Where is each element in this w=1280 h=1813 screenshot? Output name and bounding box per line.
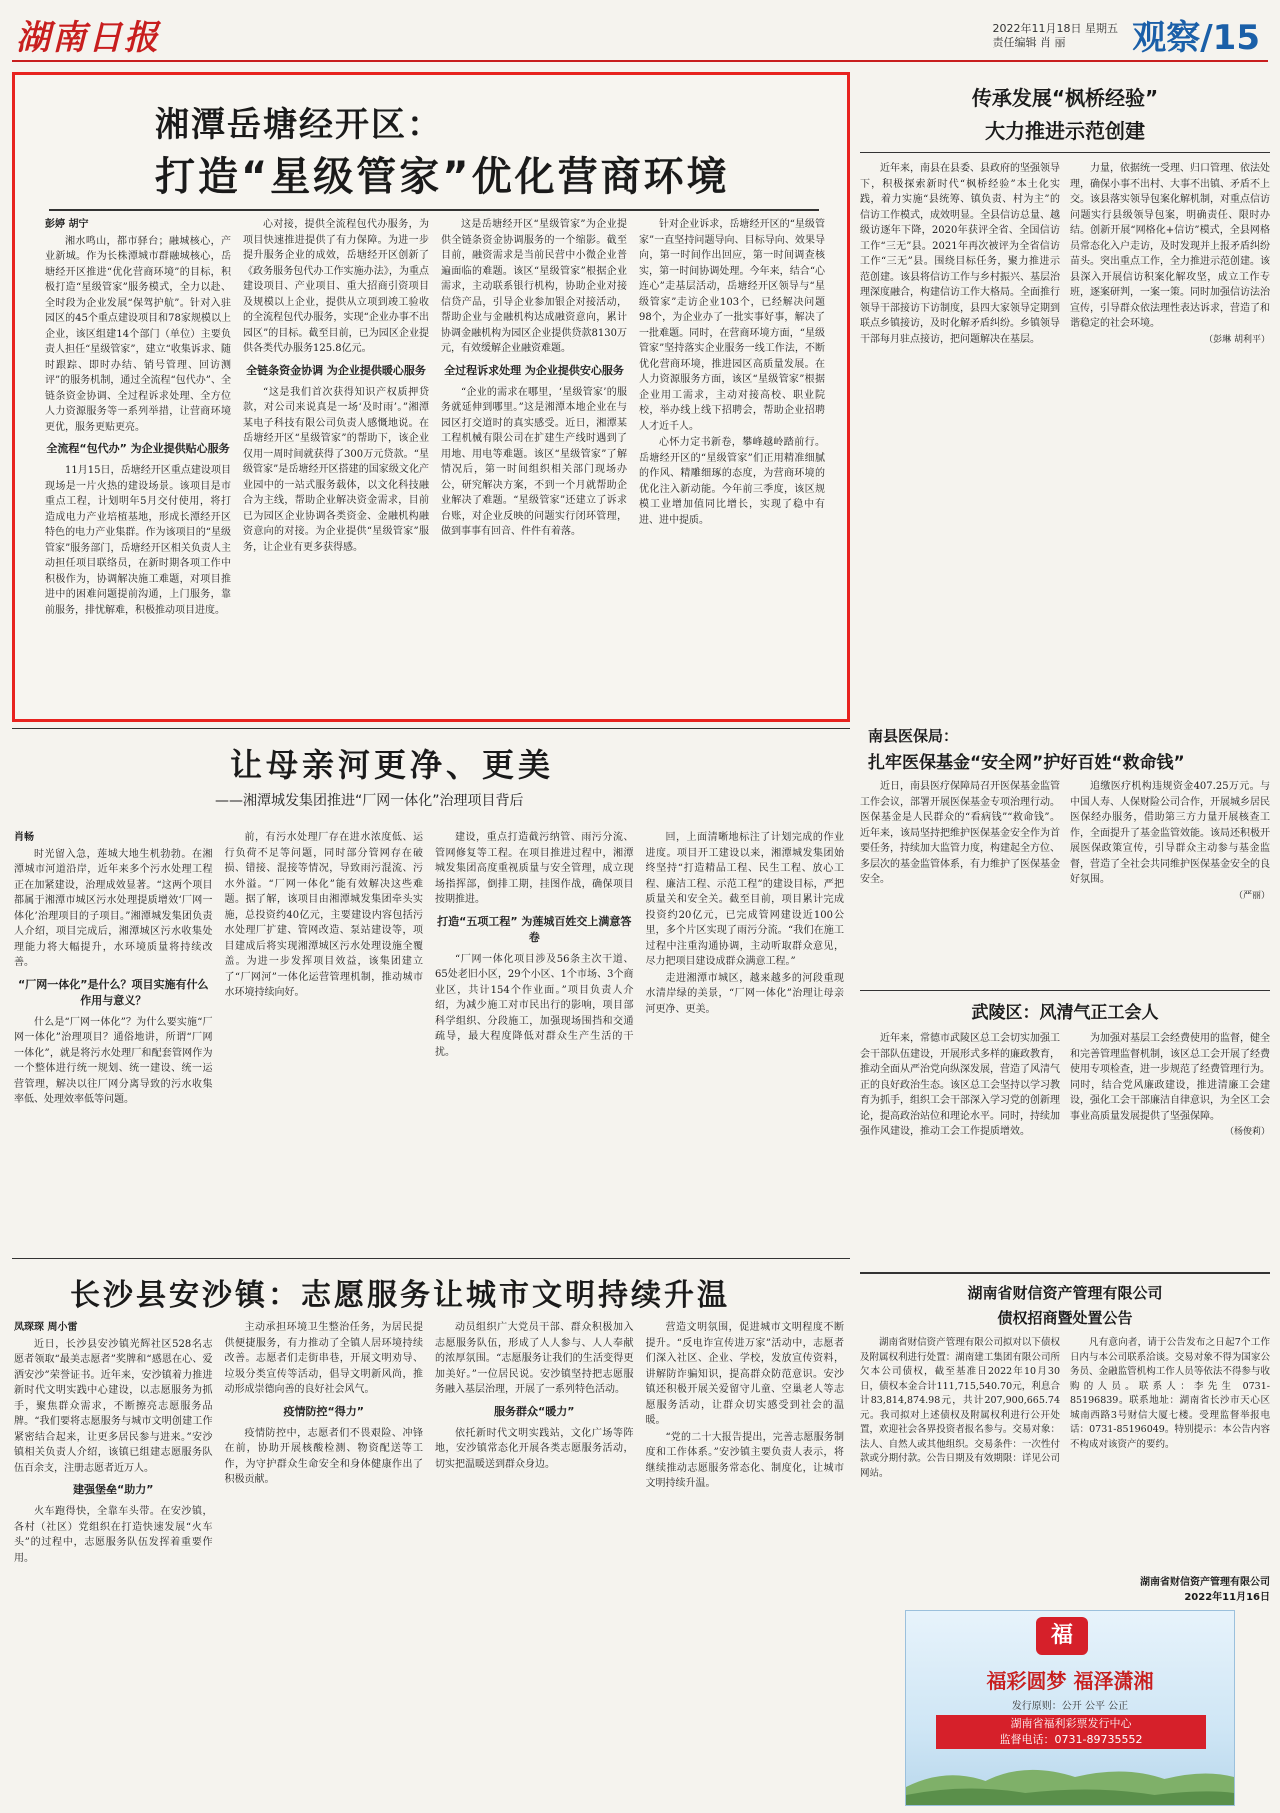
paragraph: 这是岳塘经开区“星级管家”为企业提供全链条资金协调服务的一个缩影。截至目前，融资需求是当前民营中小微企业普遍面临的难题。该区“星级管家”根据企业需求，主动联系银行机构，协助企业对接信贷产品，引导企业参加银企对接活动，帮助企业与金融机构达成融资意向，累计协调金融机构为园区企业提供贷款8130万元，有效缓解企业融资难题。	[441, 219, 627, 354]
lead-column-4	[639, 217, 825, 707]
lottery-ad	[905, 1610, 1235, 1806]
city-skyline-icon	[906, 1747, 1234, 1805]
divider	[12, 728, 850, 729]
right-top-title-line2: 大力推进示范创建	[985, 119, 1145, 143]
paragraph: 近年来，南县在县委、县政府的坚强领导下，积极探索新时代“枫桥经验”本土化实践，着力实施“县统筹、镇负责、村为主”的信访工作模式，成效明显。全县信访总量、越级访逐年下降，2020年获评全省、全国信访工作“三无”县。2021年再次被评为全省信访工作“三无”县。围绕目标任务，聚力推进示范创建。该县将信访工作与乡村振兴、基层治理深度融合，构建信访工作大格局。全面推行领导干部接访下访制度，县四大家领导定期到联点乡镇接访，及时化解矛盾纠纷。乡镇领导干部每月驻点接访，把问题解决在基层。	[860, 163, 1060, 345]
right-mid-kicker: 南县医保局：	[868, 727, 959, 745]
notice-columns	[860, 1336, 1270, 1571]
paragraph: 凡有意向者，请于公告发布之日起7个工作日内与本公司联系洽谈。交易对象不得为国家公务员、金融监管机构工作人员等依法不得参与收购的人员。联系人：李先生 0731-85196839。联系地址：湖南省长沙市天心区城南西路3号财信大厦七楼。受理监督举报电话：0731-85196049。特别提示：本公告内容不构成对该资产的要约。	[1070, 1337, 1270, 1450]
ad-slogan: 福彩圆梦 福泽潇湘	[986, 1669, 1154, 1693]
paragraph: 近日，长沙县安沙镇光辉社区528名志愿者领取“最美志愿者”奖牌和“感恩在心、爱洒安沙”荣誉证书。近年来，安沙镇着力推进新时代文明实践中心建设，以志愿服务为抓手，聚焦群众需求，不断擦亮志愿服务品牌。“我们要将志愿服务与城市文明创建工作紧密结合起来，让更多居民参与进来。”安沙镇相关负责人介绍，该镇已组建志愿服务队伍百余支，注册志愿者近万人。	[14, 1338, 213, 1474]
paragraph: 火车跑得快，全靠车头带。在安沙镇，各村（社区）党组织在打造快速发展“火车头”的过程中，志愿服务队伍发挥着重要作用。	[14, 1506, 213, 1564]
paragraph: 营造文明氛围，促进城市文明程度不断提升。“反电诈宣传进万家”活动中，志愿者们深入社区、企业、学校，发放宣传资料，讲解防诈骗知识，提高群众防范意识。安沙镇还积极开展关爱留守儿童、空巢老人等志愿服务活动，让群众切实感受到社会的温暖。	[645, 1322, 844, 1426]
paragraph: 心怀力定书新卷，攀峰越岭踏前行。岳塘经开区的“星级管家”们正用精准细腻的作风、精雕细琢的态度，为营商环境的优化注入新动能。今年前三季度，该区规模工业增加值同比增长，实现了稳中有进、进中提质。	[639, 437, 825, 526]
article3-subhead-1: 建强堡垒“助力”	[73, 1483, 154, 1496]
paragraph: 追缴医疗机构违规资金407.25万元。与中国人寿、人保财险公司合作，开展城乡居民医保经办服务，借助第三方力量开展核查工作，全面提升了基金监管效能。该局还积极开展医保政策宣传，引导群众主动参与基金监督，营造了全社会共同维护医保基金安全的良好氛围。	[1070, 781, 1270, 885]
lead-subhead-2: 全链条资金协调 为企业提供暖心服务	[246, 363, 426, 377]
article3-title: 长沙县安沙镇：志愿服务让城市文明持续升温	[70, 1278, 730, 1313]
article3-subhead-2: 疫情防控“得力”	[283, 1404, 364, 1418]
ad-banner	[936, 1715, 1206, 1749]
right-top-column-2	[1070, 161, 1270, 691]
notice	[860, 1272, 1270, 1602]
publication-info	[993, 22, 1119, 50]
right-mid2-column-2	[1070, 1031, 1270, 1286]
paragraph: 近日，南县医疗保障局召开医保基金监管工作会议，部署开展医保基金专项治理行动。医保基金是人民群众的“看病钱”“救命钱”。近年来，该局坚持把维护医保基金安全作为首要任务，持续加大监管力度，构建起全方位、多层次的基金监管体系，有力维护了医保基金安全。	[860, 781, 1060, 885]
article3-column-4	[646, 1320, 845, 1805]
ad-banner-line2: 监督电话：0731-89735552	[999, 1733, 1143, 1746]
paragraph: “厂网一体化项目涉及56条主次干道、65处老旧小区，29个小区、1个市场、3个商业区，共计154个作业面。”项目负责人介绍，为减少施工对市民出行的影响，项目部科学组织、分段施工，加强现场围挡和交通疏导，最大程度降低对群众生产生活的干扰。	[435, 953, 634, 1058]
lead-title-line2: 打造“星级管家”优化营商环境	[155, 154, 730, 200]
notice-org: 湖南省财信资产管理有限公司	[967, 1284, 1163, 1302]
right-top-title-line1: 传承发展“枫桥经验”	[971, 86, 1159, 110]
right-mid-article	[860, 725, 1270, 1014]
right-mid-column-1	[860, 779, 1060, 1014]
right-mid2-columns	[860, 1031, 1270, 1286]
right-top-article	[860, 72, 1270, 712]
paragraph: 时光留入急，莲城大地生机勃勃。在湘潭城市河道沿岸，近年来多个污水处理工程正在加紧建设，治理成效显著。“这两个项目都属于湘潭市城区污水处理提质增效‘厂网一体化’治理项目的子项目。”湘潭城发集团负责人介绍，项目完成后，湘潭城区污水收集处理能力将大幅提升，水环境质量将持续改善。	[14, 848, 213, 968]
notice-footer	[860, 1575, 1270, 1605]
paragraph: 心对接，提供全流程包代办服务，为项目快速推进提供了有力保障。为进一步提升服务企业的成效，岳塘经开区创新了《政务服务包代办工作实施办法》，为重点建设项目、产业项目、重大招商引资项目及规模以上企业，提供从立项到竣工验收的全流程包代办服务，实现“企业办事不出园区”的目标。截至目前，已为园区企业提供各类代办服务125.8亿元。	[243, 219, 429, 354]
notice-column-1	[860, 1336, 1060, 1571]
right-mid-column-2	[1070, 779, 1270, 1014]
lottery-logo-icon: 福	[1036, 1617, 1088, 1655]
article2-column-3	[435, 830, 634, 1250]
paragraph: “企业的需求在哪里，‘星级管家’的服务就延伸到哪里。”这是湘潭本地企业在与园区打交道时的真实感受。近日，湘潭某工程机械有限公司在扩建生产线时遇到了用地、用电等难题。该区“星级管家”了解情况后，第一时间组织相关部门现场办公，研究解决方案，不到一个月就帮助企业解决了难题。“星级管家”还建立了诉求台账，对企业反映的问题实行闭环管理，做到事事有回音、件件有着落。	[441, 386, 627, 537]
paragraph: 力量，依据统一受理、归口管理、依法处理，确保小事不出村、大事不出镇、矛盾不上交。该县落实领导包案化解机制，对重点信访问题实行县级领导包案，明确责任、限时办结。创新开展“网格化+信访”模式，全县网格员常态化入户走访，及时发现并上报矛盾纠纷苗头。突出重点工作，全力推进示范创建。该县深入开展信访积案化解攻坚，成立工作专班，逐案研判，一案一策。同时加强信访法治宣传，引导群众依法理性表达诉求，营造了和谐稳定的社会环境。	[1070, 163, 1270, 329]
article2-column-2	[225, 830, 424, 1250]
paragraph: 依托新时代文明实践站，文化广场等阵地，安沙镇常态化开展各类志愿服务活动，切实把温暖送到群众身边。	[435, 1427, 634, 1470]
ad-tagline: 发行原则：公开 公平 公正	[1011, 1701, 1129, 1712]
page-number: 15	[1212, 18, 1260, 58]
paragraph: 动员组织广大党员干部、群众积极加入志愿服务队伍，形成了人人参与、人人奉献的浓厚氛围。“志愿服务让我们的生活变得更加美好。”一位居民说。安沙镇坚持把志愿服务融入基层治理，开展了一系列特色活动。	[435, 1322, 634, 1395]
section-name: 观察	[1132, 18, 1201, 58]
article2-columns	[14, 830, 844, 1250]
right-mid-columns	[860, 779, 1270, 1014]
right-top-signature: （彭琳 胡利平）	[1204, 334, 1270, 345]
article2-subhead-2: 打造“五项工程” 为莲城百姓交上满意答卷	[437, 914, 632, 944]
paragraph: 走进湘潭市城区，越来越多的河段重现水清岸绿的美景，“厂网一体化”治理让母亲河更净、更美。	[645, 972, 844, 1015]
paragraph: 为加强对基层工会经费使用的监督，健全和完善管理监督机制，该区总工会开展了经费使用专项检查，进一步规范了经费管理行为。同时，结合党风廉政建设，推进清廉工会建设，强化工会干部廉洁自律意识，为全区工会事业高质量发展提供了坚强保障。	[1070, 1033, 1270, 1122]
lead-subhead-3: 全过程诉求处理 为企业提供安心服务	[444, 363, 624, 377]
divider	[860, 990, 1270, 991]
paragraph: 湘水鸣山，都市驿台；融城核心，产业新城。作为长株潭城市群融城核心，岳塘经开区推进“优化营商环境”的目标，积极打造“星级管家”服务模式，全力以赴、全时段为企业发展“保驾护航”。针对入驻园区的45个重点建设项目和78家规模以上企业，该区组建14个部门（单位）主要负责人担任“星级管家”，建立“收集诉求、随时跟踪、即时办结、销号管理、回访测评”的服务机制，通过全流程“包代办”、全链条资金协调、全过程诉求处理、全方位人力资源服务等一系列举措，让营商环境更优，服务更贴更亮。	[45, 235, 231, 433]
right-mid2-title: 武陵区：风清气正工会人	[971, 1003, 1159, 1023]
notice-signer: 湖南省财信资产管理有限公司	[1140, 1577, 1270, 1588]
article3-subhead-3: 服务群众“暖力”	[494, 1404, 575, 1418]
lead-column-2	[243, 217, 429, 707]
lead-subhead-1: 全流程“包代办” 为企业提供贴心服务	[46, 442, 230, 455]
right-mid-title: 扎牢医保基金“安全网”护好百姓“救命钱”	[868, 753, 1185, 773]
right-mid-signature: （严丽）	[1233, 890, 1270, 901]
notice-date: 2022年11月16日	[1184, 1592, 1270, 1603]
right-top-column-1	[860, 161, 1060, 691]
masthead	[12, 8, 1268, 62]
divider	[860, 152, 1270, 153]
paragraph: 11月15日，岳塘经开区重点建设项目现场是一片火热的建设场景。该项目是市重点工程，计划明年5月交付使用，将打造成电力产业培植基地，形成长潭经开区特色的电力产业集群。作为该项目的“星级管家”服务部门，岳塘经开区相关负责人主动担任项目联络员，在新时期各项工作中积极作为，协调解决施工难题，对项目推进中的困难问题提前沟通，上门服务，靠前服务，排忧解难，积极推动项目进度。	[45, 465, 231, 616]
paragraph: 回，上面清晰地标注了计划完成的作业进度。项目开工建设以来，湘潭城发集团始终坚持“打造精品工程、民生工程、放心工程、廉洁工程、示范工程”的建设目标，严把质量关和安全关。截至目前，项目累计完成投资约20亿元，已完成管网建设近100公里，多个片区实现了雨污分流。“我们在施工过程中注重沟通协调，主动听取群众意见，尽力把项目建设成群众满意工程。”	[645, 832, 844, 967]
lead-column-1	[45, 217, 231, 707]
lead-columns	[45, 217, 825, 707]
paragraph: 什么是“厂网一体化”？为什么要实施“厂网一体化”治理项目？通俗地讲，所谓“厂网一体化”，就是将污水处理厂和配套管网作为一个整体进行统一规划、统一建设、统一运营管理，解决以往厂网分离导致的污水收集率低、处理效率低等问题。	[14, 1016, 213, 1105]
lead-column-3	[441, 217, 627, 707]
article3-columns	[14, 1320, 844, 1805]
right-mid2-signature: （杨俊莉）	[1224, 1127, 1270, 1137]
article2-title: 让母亲河更净、更美	[230, 746, 555, 784]
divider	[12, 1258, 850, 1259]
paragraph: 近年来，常德市武陵区总工会切实加强工会干部队伍建设，开展形式多样的廉政教育，推动全面从严治党向纵深发展，营造了风清气正的良好政治生态。该区总工会坚持以学习教育为抓手，组织工会干部深入学习党的创新理论，提高政治站位和理论水平。同时，持续加强作风建设，推动工会工作提质增效。	[860, 1033, 1060, 1137]
ad-banner-line1: 湖南省福利彩票发行中心	[1010, 1717, 1132, 1730]
notice-title: 债权招商暨处置公告	[997, 1309, 1133, 1327]
article2-subhead-1: “厂网一体化”是什么？项目实施有什么作用与意义？	[18, 977, 209, 1007]
section-label: 观察/15	[1132, 18, 1260, 58]
lead-title-line1: 湘潭岳塘经开区：	[155, 105, 443, 145]
right-mid2-article	[860, 998, 1270, 1286]
right-top-columns	[860, 161, 1270, 691]
article3-column-2	[225, 1320, 424, 1805]
paragraph: 主动承担环境卫生整治任务，为居民提供便捷服务，有力推动了全镇人居环境持续改善。志愿者们走街串巷，开展文明劝导、垃圾分类宣传等活动，倡导文明新风尚，推动形成崇德向善的良好社会风气。	[224, 1322, 423, 1395]
paragraph: 建设，重点打造截污纳管、雨污分流、管网修复等工程。在项目推进过程中，湘潭城发集团高度重视质量与安全管理，成立现场指挥部，倒排工期，挂图作战，确保项目按期推进。	[435, 832, 634, 905]
paragraph: “党的二十大报告提出，完善志愿服务制度和工作体系。”安沙镇主要负责人表示，将继续推动志愿服务常态化、制度化，让城市文明持续升温。	[645, 1431, 844, 1489]
article3-column-3	[435, 1320, 634, 1805]
article3-byline: 凤琛琛 周小雷	[14, 1322, 78, 1333]
divider	[49, 209, 819, 211]
lead-article	[12, 72, 850, 722]
article2-column-4	[646, 830, 845, 1250]
notice-column-2	[1070, 1336, 1270, 1571]
article2-subtitle: ——湘潭城发集团推进“厂网一体化”治理项目背后	[215, 793, 524, 809]
right-mid2-column-1	[860, 1031, 1060, 1286]
paragraph: 针对企业诉求，岳塘经开区的“星级管家”一直坚持问题导向、目标导向、效果导向，第一时间作出回应，第一时间调查核实，第一时间协调处理。今年来，结合“心连心”走基层活动，岳塘经开区领导与“星级管家”走访企业103个，已经解决问题98个，为企业办了一批实事好事，解决了一批难题。同时，在营商环境方面，“星级管家”坚持落实企业服务一线工作法，不断优化营商环境，推进园区高质量发展。在人力资源服务方面，该区“星级管家”根据企业用工需求，主动对接高校、职业院校，举办线上线下招聘会，帮助企业招聘人才近千人。	[639, 219, 825, 432]
paragraph: 疫情防控中，志愿者们不畏艰险、冲锋在前，协助开展核酸检测、物资配送等工作，为守护群众生命安全和身体健康作出了积极贡献。	[224, 1427, 423, 1485]
editor-line: 责任编辑 肖 丽	[992, 36, 1066, 49]
date-line: 2022年11月18日 星期五	[992, 22, 1118, 35]
paragraph: “这是我们首次获得知识产权质押贷款，对公司来说真是一场‘及时雨’。”湘潭某电子科技有限公司负责人感慨地说。在岳塘经开区“星级管家”的帮助下，该企业仅用一周时间就获得了300万元贷款。“星级管家”是岳塘经开区搭建的国家级文化产业园中的一站式服务载体，以文化科技融合为主线，帮助企业解决资金需求，目前已为园区企业协调各类资金、金融机构融资意向的对接。为企业提供“星级管家”服务，让企业有更多获得感。	[243, 386, 429, 553]
article2-column-1	[14, 830, 213, 1250]
paragraph: 湖南省财信资产管理有限公司拟对以下债权及附属权利进行处置：湖南建工集团有限公司所欠本公司债权，截至基准日2022年10月30日，债权本金合计111,715,540.70元，利息合计83,814,874.98元，共计207,900,665.74元。我司拟对上述债权及附属权利进行公开处置，欢迎社会各界投资者报名参与。交易对象：法人、自然人或其他组织。交易条件：一次性付款或分期付款。公告日期及有效期限：详见公司网站。	[860, 1337, 1060, 1479]
newspaper-logo: 湖南日报	[16, 18, 160, 58]
lead-byline: 彭婷 胡宁	[45, 219, 89, 230]
article2-byline: 肖畅	[14, 832, 34, 843]
paragraph: 前，有污水处理厂存在进水浓度低、运行负荷不足等问题，同时部分管网存在破损、错接、混接等情况，导致雨污混流、污水外溢。“厂网一体化”能有效解决这些难题。据了解，该项目由湘潭城发集团牵头实施，总投资约40亿元，主要建设内容包括污水处理厂扩建、管网改造、泵站建设等，项目建成后将实现湘潭城区污水处理设施全覆盖。为进一步发挥项目效益，该集团建立了“厂网河”一体化运营管理机制，推动城市水环境持续向好。	[224, 832, 423, 998]
article3-column-1	[14, 1320, 213, 1805]
